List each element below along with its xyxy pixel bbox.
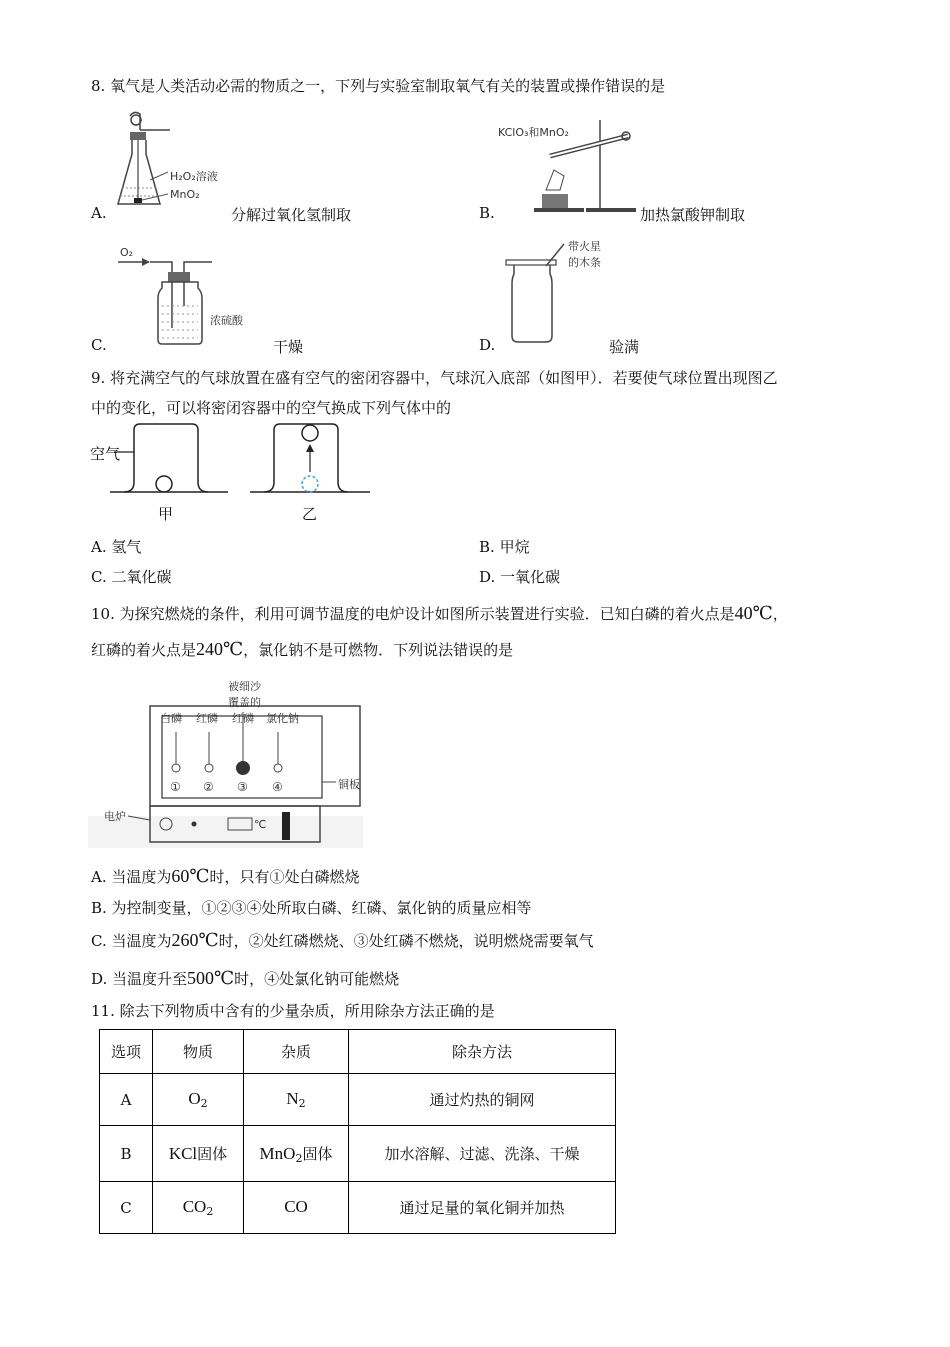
q9-stem-line1: 9. 将充满空气的气球放置在盛有空气的密闭容器中，气球沉入底部（如图甲）．若要使气球位置出现图乙	[91, 369, 778, 387]
table-header-row	[100, 1030, 616, 1074]
fig-label-sand-2: 覆盖的	[228, 696, 261, 709]
fig-label-nacl: 氯化钠	[266, 712, 299, 725]
fig-num-3: ③	[237, 780, 248, 794]
q9-stem-line2: 中的变化，可以将密闭容器中的空气换成下列气体中的	[91, 399, 452, 417]
q9-option-d: D. 一氧化碳	[479, 568, 561, 586]
table-cell-impurity: MnO$_2$固体	[244, 1126, 349, 1182]
fig-label-air: 空气	[90, 445, 121, 463]
table-cell-substance: $CO_2$	[153, 1182, 244, 1234]
fig-label-yi: 乙	[302, 505, 318, 523]
table-header-cell: 物质	[153, 1030, 244, 1074]
table-cell-option: B	[100, 1126, 153, 1182]
q8-option-d-letter: D.	[479, 336, 496, 354]
q8-option-a-letter: A.	[91, 204, 107, 222]
figure-drying-bottle	[118, 248, 218, 348]
table-cell-substance: KCl固体	[153, 1126, 244, 1182]
table-cell-impurity: CO	[244, 1182, 349, 1234]
table-row	[100, 1126, 616, 1182]
table-cell-option: C	[100, 1182, 153, 1234]
figure-furnace-copper-plate	[88, 676, 363, 848]
temp-40: 40℃	[734, 603, 773, 623]
fig-label-red-p-1: 红磷	[196, 712, 218, 725]
temp-60: 60℃	[171, 866, 210, 886]
q8-stem: 8. 氧气是人类活动必需的物质之一，下列与实验室制取氧气有关的装置或操作错误的是	[91, 77, 666, 95]
table-row	[100, 1182, 616, 1234]
fig-label-splint-2: 的木条	[568, 256, 601, 269]
fig-label-white-p: 白磷	[160, 712, 182, 725]
table-cell-impurity: $N_2$	[244, 1074, 349, 1126]
q10-stem-line2: 红磷的着火点是240℃，氯化钠不是可燃物．下列说法错误的是	[91, 639, 514, 659]
fig-label-h2so4: 浓硫酸	[210, 314, 243, 327]
temp-260: 260℃	[171, 930, 219, 950]
q11-stem: 11. 除去下列物质中含有的少量杂质，所用除杂方法正确的是	[91, 1002, 495, 1020]
table-cell-substance: $O_2$	[153, 1074, 244, 1126]
table-header-cell: 选项	[100, 1030, 153, 1074]
table-header-cell: 除杂方法	[349, 1030, 616, 1074]
fig-label-furnace: 电炉	[104, 810, 126, 823]
fig-label-h2o2: H₂O₂溶液	[170, 170, 218, 183]
fig-label-mno2: MnO₂	[170, 188, 200, 201]
q8-option-b-caption: 加热氯酸钾制取	[640, 206, 746, 224]
fig-label-copper-plate: 铜板	[338, 778, 360, 791]
fig-num-4: ④	[272, 780, 283, 794]
fig-label-unit: ℃	[254, 818, 267, 831]
q8-option-b-letter: B.	[479, 204, 495, 222]
q10-stem-line1: 10. 为探究燃烧的条件，利用可调节温度的电炉设计如图所示装置进行实验．已知白磷的着火点是40℃，	[91, 603, 788, 623]
q10-option-a: A. 当温度为60℃时，只有①处白磷燃烧	[91, 866, 360, 886]
q9-option-c: C. 二氧化碳	[91, 568, 172, 586]
fig-num-1: ①	[170, 780, 181, 794]
q9-option-a: A. 氢气	[91, 538, 142, 556]
q8-option-d-caption: 验满	[609, 338, 640, 356]
fig-num-2: ②	[203, 780, 214, 794]
fig-label-red-p-2: 红磷	[232, 712, 254, 725]
fig-label-splint-1: 带火星	[568, 240, 601, 253]
q10-option-c: C. 当温度为260℃时，②处红磷燃烧、③处红磷不燃烧，说明燃烧需要氧气	[91, 930, 594, 950]
q10-option-d: D. 当温度升至500℃时，④处氯化钠可能燃烧	[91, 968, 400, 988]
temp-500: 500℃	[187, 968, 235, 988]
q8-option-a-caption: 分解过氧化氢制取	[231, 206, 352, 224]
q8-option-c-letter: C.	[91, 336, 107, 354]
q10-option-b: B. 为控制变量，①②③④处所取白磷、红磷、氯化钠的质量应相等	[91, 899, 532, 917]
q8-option-c-caption: 干燥	[273, 338, 304, 356]
table-cell-method: 通过足量的氧化铜并加热	[349, 1182, 616, 1234]
table-cell-method: 加水溶解、过滤、洗涤、干燥	[349, 1126, 616, 1182]
figure-balloon-containers	[88, 420, 378, 502]
temp-240: 240℃	[196, 639, 244, 659]
q9-option-b: B. 甲烷	[479, 538, 530, 556]
table-cell-method: 通过灼热的铜网	[349, 1074, 616, 1126]
fig-label-sand-1: 被细沙	[228, 680, 261, 693]
table-row	[100, 1074, 616, 1126]
purification-table	[99, 1029, 616, 1234]
fig-label-o2: O₂	[120, 246, 134, 259]
fig-label-jia: 甲	[158, 505, 174, 523]
table-cell-option: A	[100, 1074, 153, 1126]
table-header-cell: 杂质	[244, 1030, 349, 1074]
fig-label-kclo3: KClO₃和MnO₂	[498, 126, 569, 139]
